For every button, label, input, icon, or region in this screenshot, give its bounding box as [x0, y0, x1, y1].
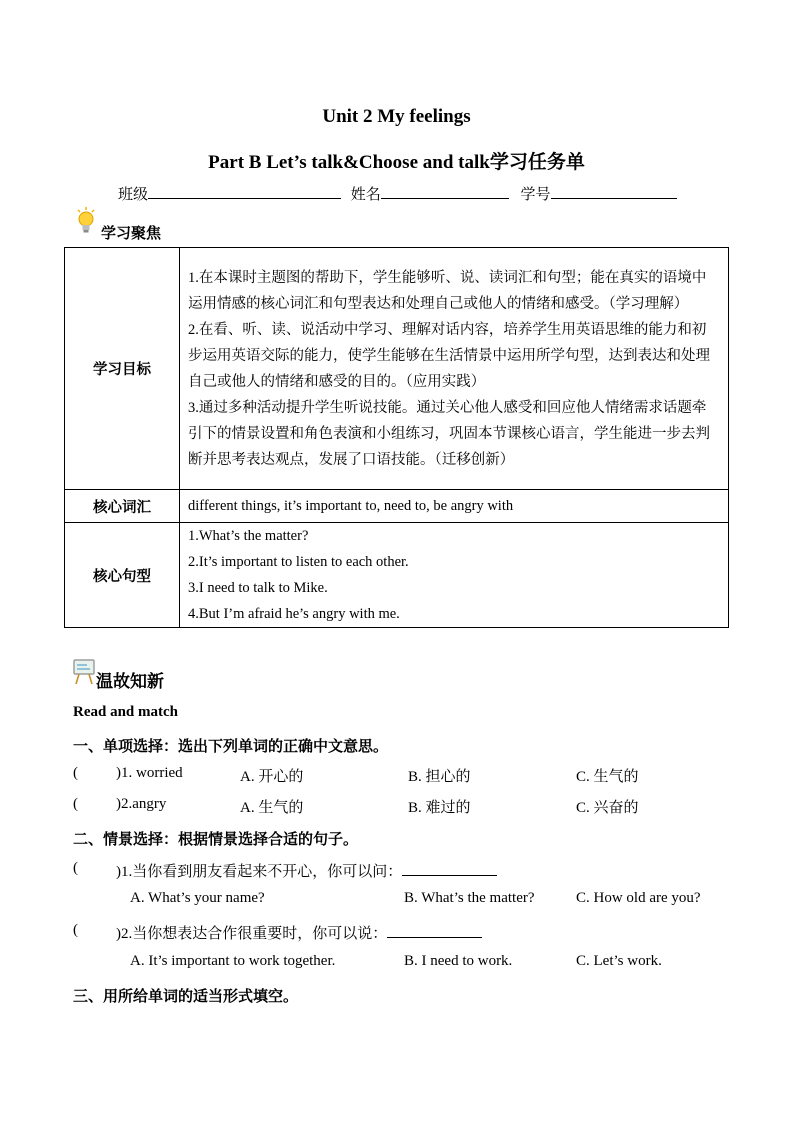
blackboard-icon — [73, 659, 95, 685]
part1-q1-option-a[interactable]: A. 开心的 — [240, 769, 304, 785]
objective-2: 2.在看、听、读、说活动中学习、理解对话内容，培养学生用英语思维的能力和初步运用英语交际的能力，使学生能够在生活情景中运用所学句型，达到表达和处理自己或他人的情绪和感受的目的。（应用实践） — [188, 321, 710, 390]
part2-q1-blank[interactable] — [402, 861, 497, 876]
page-subtitle: Part B Let’s talk&Choose and talk学习任务单 — [208, 152, 585, 173]
review-heading: 温故知新 — [96, 672, 164, 691]
objectives-label: 学习目标 — [65, 248, 180, 490]
class-blank[interactable] — [148, 184, 341, 199]
part2-q2-option-c[interactable]: C. Let’s work. — [576, 953, 662, 969]
part1-q1-word: )1. worried — [116, 765, 183, 781]
id-blank[interactable] — [551, 184, 677, 199]
sentences-cell — [180, 523, 729, 628]
class-label: 班级 — [118, 187, 149, 203]
part2-q2-option-b[interactable]: B. I need to work. — [404, 953, 513, 969]
part1-q2-option-c[interactable]: C. 兴奋的 — [576, 800, 639, 816]
objectives-row — [65, 248, 729, 490]
part1-q2-paren: ( — [73, 796, 78, 812]
lightbulb-icon — [76, 207, 96, 237]
part2-q1-text: )1.当你看到朋友看起来不开心，你可以问： — [116, 864, 403, 880]
part2-q2-question — [116, 922, 482, 943]
vocab-cell: different things, it’s important to, need to, be angry with — [180, 490, 729, 523]
part2-q2-text: )2.当你想表达合作很重要时，你可以说： — [116, 926, 388, 942]
name-blank[interactable] — [381, 184, 509, 199]
objective-1: 1.在本课时主题图的帮助下，学生能够听、说、读词汇和句型；能在真实的语境中运用情感的核心词汇和句型表达和处理自己或他人的情绪和感受。（学习理解） — [188, 269, 707, 312]
sentence-4: 4.But I’m afraid he’s angry with me. — [188, 606, 400, 622]
part1-q1-option-c[interactable]: C. 生气的 — [576, 769, 639, 785]
part2-q1-question — [116, 860, 497, 881]
part1-q2-word: )2.angry — [116, 796, 167, 812]
part1-q1-paren: ( — [73, 765, 78, 781]
read-match-label: Read and match — [73, 704, 179, 720]
part2-q1-option-a[interactable]: A. What’s your name? — [130, 890, 265, 906]
focus-table — [64, 247, 729, 628]
sentences-row — [65, 523, 729, 628]
sentences-label: 核心句型 — [65, 523, 180, 628]
student-info-line — [118, 183, 677, 204]
part1-heading: 一、单项选择：选出下列单词的正确中文意思。 — [73, 739, 389, 755]
part2-q1-paren: ( — [73, 860, 78, 876]
part2-q2-paren: ( — [73, 922, 78, 938]
part1-q2-option-a[interactable]: A. 生气的 — [240, 800, 304, 816]
part2-q2-blank[interactable] — [387, 923, 482, 938]
part2-heading: 二、情景选择：根据情景选择合适的句子。 — [73, 832, 359, 848]
id-label: 学号 — [520, 187, 551, 203]
vocab-label: 核心词汇 — [65, 490, 180, 523]
vocab-row — [65, 490, 729, 523]
objectives-cell — [180, 248, 729, 490]
name-label: 姓名 — [350, 187, 381, 203]
sentence-3: 3.I need to talk to Mike. — [188, 580, 328, 596]
part2-q1-option-b[interactable]: B. What’s the matter? — [404, 890, 535, 906]
part1-q2-option-b[interactable]: B. 难过的 — [408, 800, 471, 816]
part1-q1-option-b[interactable]: B. 担心的 — [408, 769, 471, 785]
page-title: Unit 2 My feelings — [322, 106, 471, 127]
part2-q1-option-c[interactable]: C. How old are you? — [576, 890, 701, 906]
focus-heading: 学习聚焦 — [101, 226, 162, 242]
sentence-1: 1.What’s the matter? — [188, 528, 309, 544]
objective-3: 3.通过多种活动提升学生听说技能。通过关心他人感受和回应他人情绪需求话题牵引下的情景设置和角色表演和小组练习，巩固本节课核心语言，学生能进一步去判断并思考表达观点，发展了口语技能。（迁移创新） — [188, 399, 710, 468]
part2-q2-option-a[interactable]: A. It’s important to work together. — [130, 953, 336, 969]
sentence-2: 2.It’s important to listen to each other. — [188, 554, 409, 570]
part3-heading: 三、用所给单词的适当形式填空。 — [73, 989, 299, 1005]
